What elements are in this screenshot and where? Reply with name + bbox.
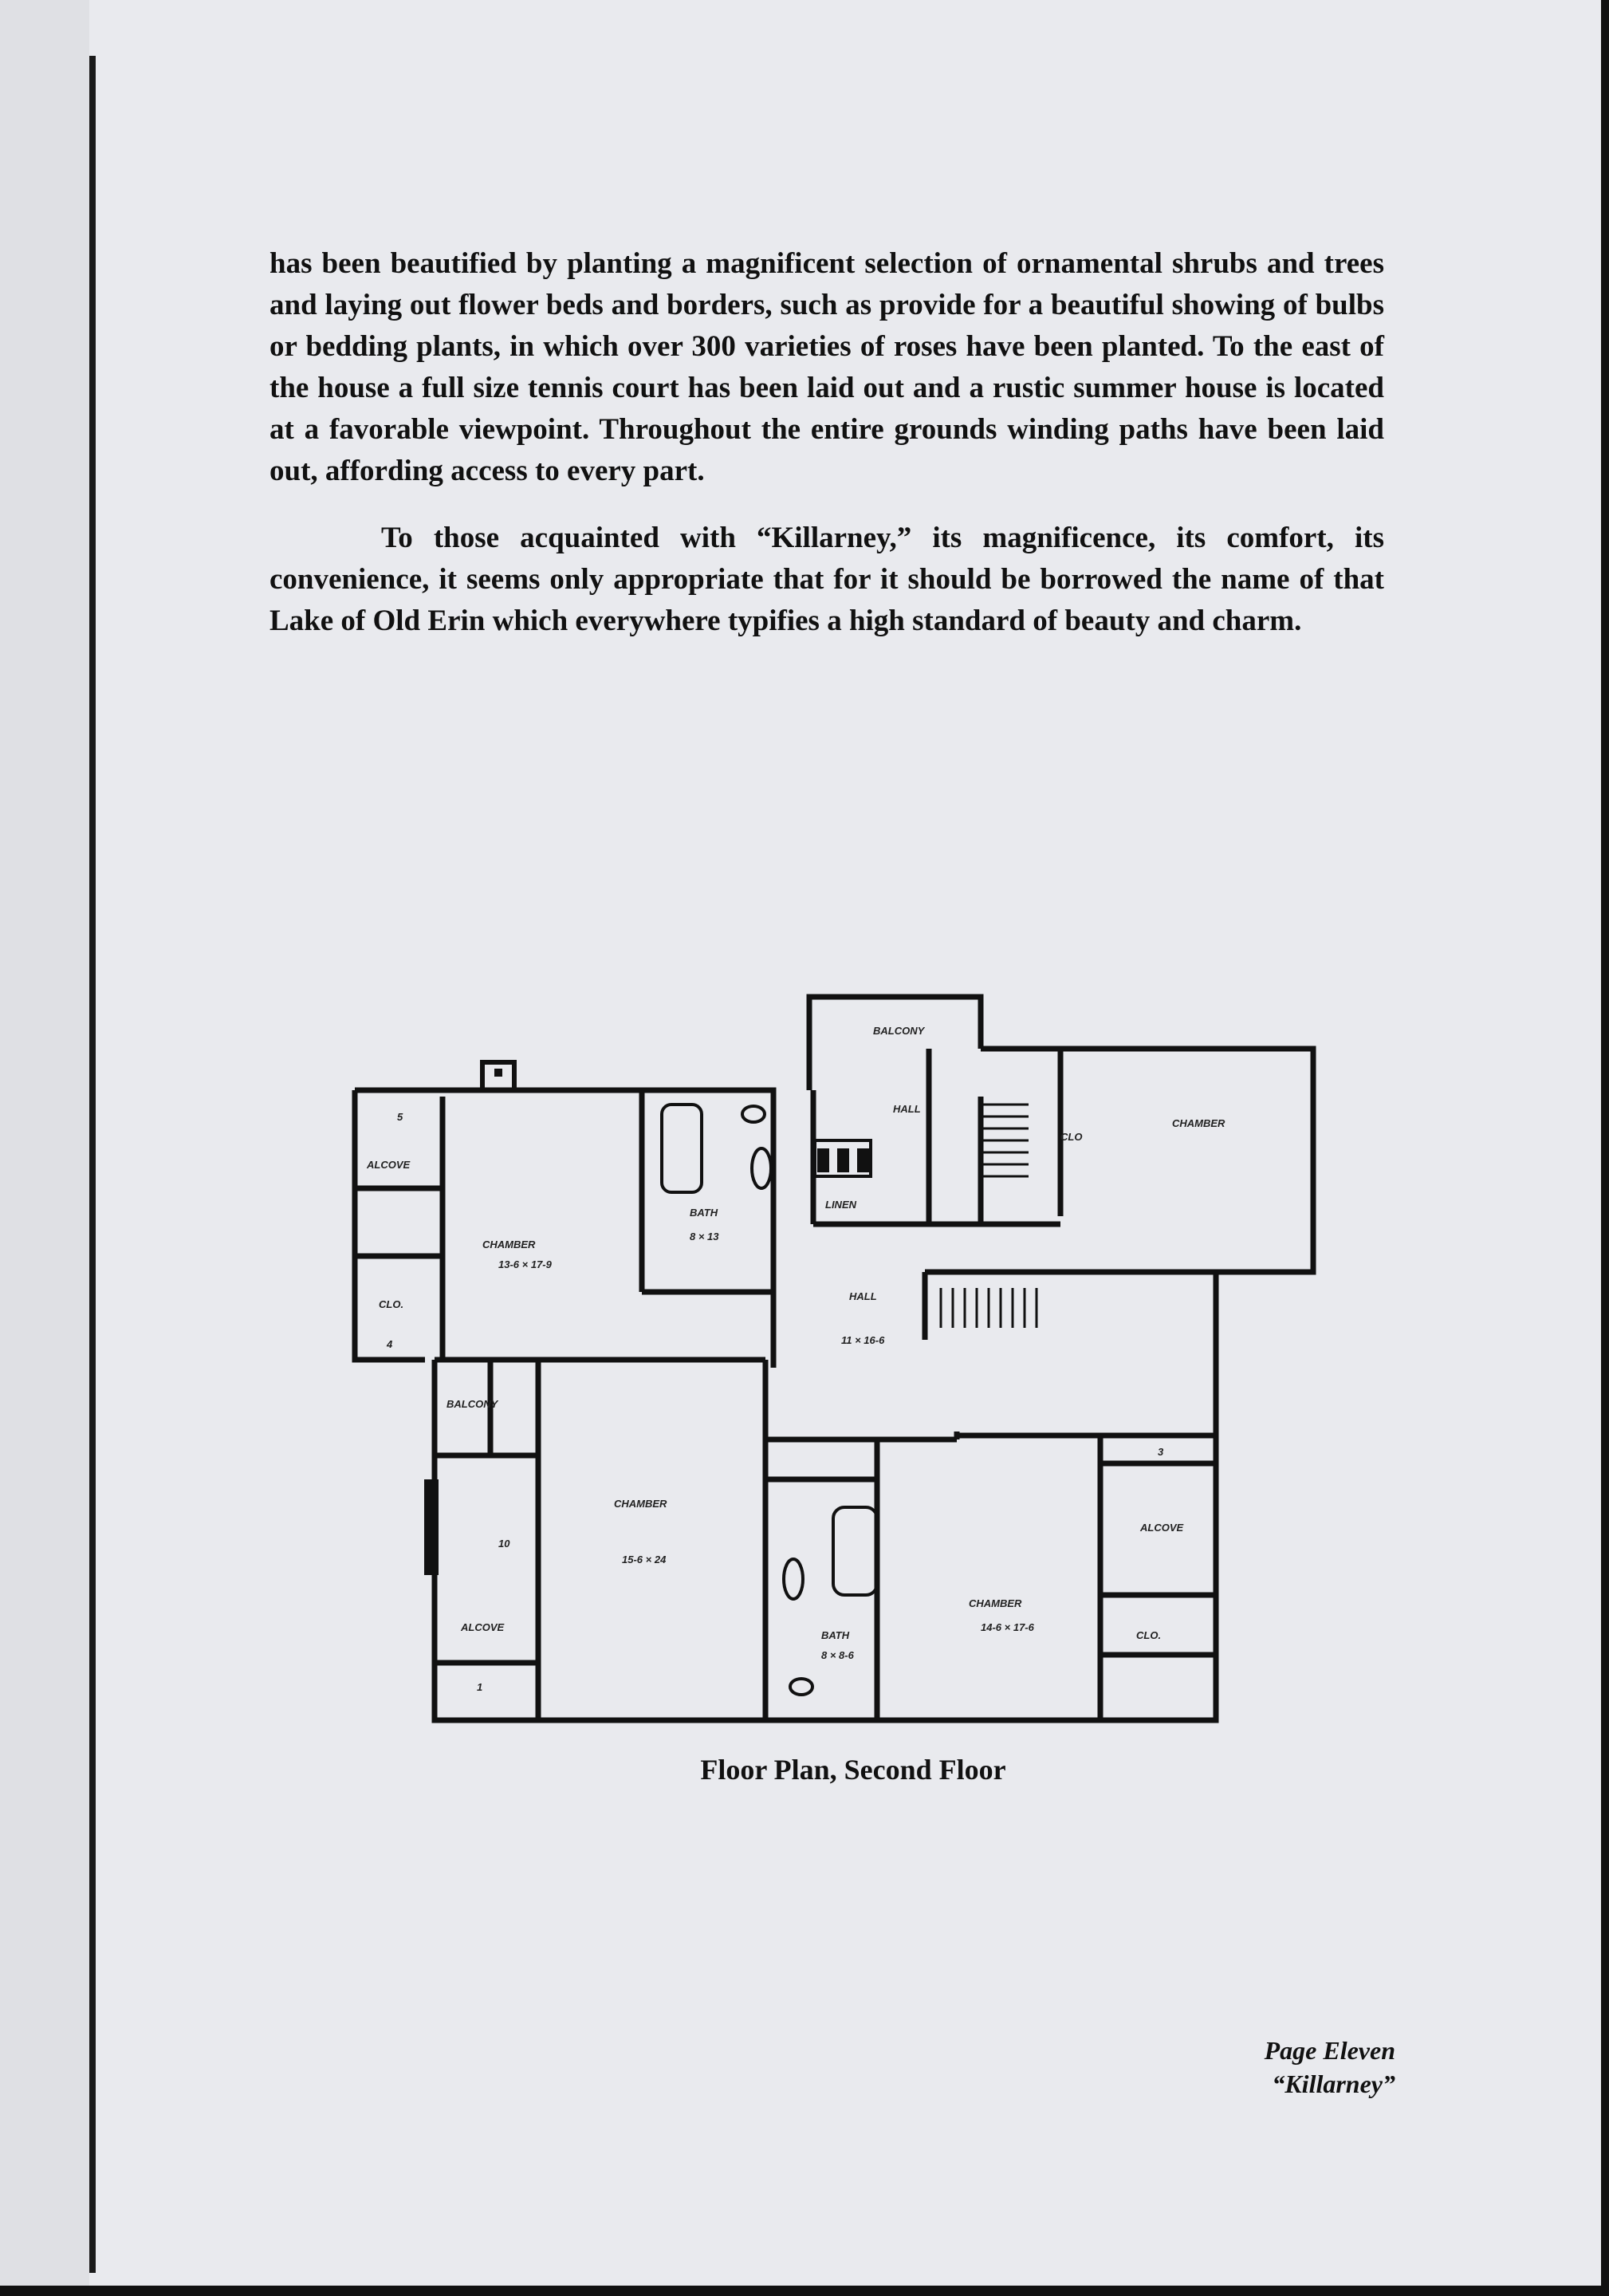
- label-chamber-se: CHAMBER: [969, 1597, 1022, 1609]
- page-edge-bottom: [0, 2286, 1609, 2296]
- page-edge-right: [1601, 0, 1609, 2296]
- label-chamber-se-size: 14-6 × 17-6: [981, 1621, 1034, 1633]
- label-alcove-w: ALCOVE: [367, 1159, 411, 1171]
- label-clo-w: CLO.: [379, 1298, 404, 1310]
- label-num-1: 1: [477, 1681, 483, 1693]
- label-num-3: 3: [1158, 1446, 1164, 1458]
- label-chamber-sw-size: 15-6 × 24: [622, 1554, 667, 1565]
- label-balcony-w: BALCONY: [447, 1398, 498, 1410]
- binding-edge: [89, 56, 96, 2273]
- label-hall-center: HALL: [849, 1290, 877, 1302]
- label-chamber-sw: CHAMBER: [614, 1498, 667, 1510]
- book-title: “Killarney”: [1272, 2070, 1395, 2098]
- label-num-4: 4: [387, 1338, 393, 1350]
- label-bath-n: BATH: [690, 1207, 718, 1219]
- label-bath-n-size: 8 × 13: [690, 1231, 719, 1243]
- label-clo-se: CLO.: [1136, 1629, 1162, 1641]
- label-alcove-e: ALCOVE: [1140, 1522, 1184, 1534]
- floor-plan-fixtures: [662, 1105, 877, 1695]
- body-text: [269, 243, 1384, 668]
- label-bath-s-size: 8 × 8-6: [821, 1649, 854, 1661]
- floor-plan-stairs: [941, 1105, 1037, 1328]
- label-alcove-sw: ALCOVE: [461, 1621, 505, 1633]
- paragraph-2: To those acquainted with “Killarney,” its magnificence, its comfort, its convenience, it seems only appropriate that for it should be borrowed the name of that Lake of Old Erin which everywhere typifies a high standard of beauty and charm.: [269, 522, 1384, 637]
- figure-caption: Floor Plan, Second Floor: [700, 1754, 1006, 1786]
- floor-plan-walls: [355, 997, 1313, 1720]
- label-linen: LINEN: [825, 1199, 856, 1211]
- label-clo-ne: CLO: [1060, 1131, 1083, 1143]
- page-number: Page Eleven: [1264, 2036, 1395, 2065]
- label-balcony-top: BALCONY: [873, 1025, 925, 1037]
- label-num-10: 10: [498, 1538, 510, 1550]
- label-hall-upper: HALL: [893, 1103, 921, 1115]
- floor-plan-drawing: [351, 985, 1324, 1735]
- label-chamber-ne: CHAMBER: [1172, 1117, 1225, 1129]
- floor-plan: [351, 985, 1324, 1735]
- label-num-5: 5: [397, 1111, 403, 1123]
- label-bath-s: BATH: [821, 1629, 850, 1641]
- paragraph-1: has been beautified by planting a magnificent selection of ornamental shrubs and trees and laying out flower beds and borders, such as provide for a beautiful showing of bulbs or bedding plants, in which over 300 varieties of roses have been planted. To the east of the house a full size tennis court has been laid out and a rustic summer house is located at a favorable viewpoint. Throughout the entire grounds winding paths have been laid out, affording access to every part.: [269, 247, 1384, 487]
- label-hall-center-size: 11 × 16-6: [841, 1334, 885, 1346]
- facing-page-margin: [0, 0, 89, 2296]
- label-chamber-nw-size: 13-6 × 17-9: [498, 1258, 552, 1270]
- label-chamber-nw: CHAMBER: [482, 1239, 536, 1250]
